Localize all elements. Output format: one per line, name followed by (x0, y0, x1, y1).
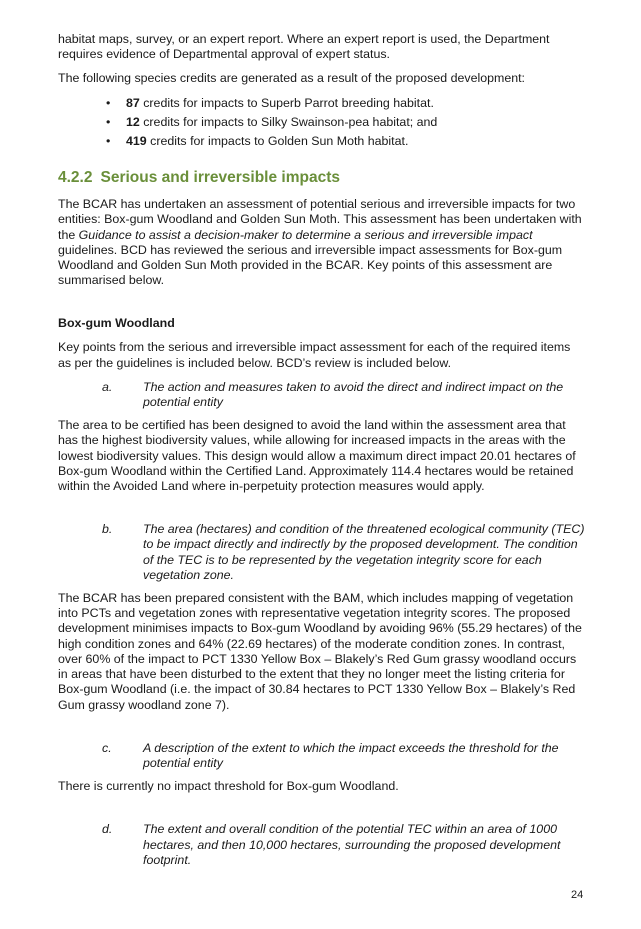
document-page (58, 32, 586, 876)
list-item: • 12 credits for impacts to Silky Swainson-pea habitat; and (106, 114, 438, 129)
bullet-icon: • (106, 134, 111, 149)
subsection-heading: Box-gum Woodland (58, 316, 175, 331)
item-b-response: The BCAR has been prepared consistent with the BAM, which includes mapping of vegetation into PCTs and vegetation zones with representative vegetation integrity scores. The proposed development minimises impacts to Box-gum Woodland by avoiding 96% (55.29 hectares) of the high condition zones and 64% (22.69 hectares) of the moderate condition zones. In contrast, over 60% of the impact to PCT 1330 Yellow Box – Blakely’s Red Gum grassy woodland occurs in areas that have been disturbed to the extent that they no longer meet the listing criteria for Box-gum Woodland (i.e. the impact of 30.84 hectares to PCT 1330 Yellow Box – Blakely’s Red Gum grassy woodland zone 7). (58, 591, 582, 712)
item-b: b. The area (hectares) and condition of the threatened ecological community (TEC) to be impact directly and indirectly by the proposed development. The condition of the TEC is to be represented by the vegetation integrity score for each vegetation zone. (102, 522, 585, 582)
credits-list (58, 96, 586, 150)
list-item: • 87 credits for impacts to Superb Parrot breeding habitat. (106, 95, 434, 110)
intro-paragraph: habitat maps, survey, or an expert report. Where an expert report is used, the Department requires evidence of Departmental approval of expert status. (58, 32, 550, 62)
item-a-response: The area to be certified has been designed to avoid the land within the assessment area that has the highest biodiversity values, while allowing for increased impacts in the areas with the lowest biodiversity values. This design would allow a maximum direct impact 20.01 hectares of Box-gum Woodland within the Certified Land. Approximately 114.4 hectares would be retained within the Avoided Land where in-perpetuity protection measures would apply. (58, 418, 576, 494)
page-number: 24 (571, 889, 584, 901)
subsection-intro: Key points from the serious and irreversible impact assessment for each of the required items as per the guidelines is included below. BCD’s review is included below. (58, 340, 571, 370)
section-heading (58, 169, 586, 187)
section-number: 4.2.2 (58, 169, 93, 187)
item-c: c. A description of the extent to which the impact exceeds the threshold for the potential entity (102, 740, 559, 770)
list-item: • 419 credits for impacts to Golden Sun Moth habitat. (106, 134, 409, 149)
credits-intro: The following species credits are generated as a result of the proposed development: (58, 71, 525, 86)
section-paragraph: The BCAR has undertaken an assessment of potential serious and irreversible impacts for two entities: Box-gum Woodland and Golden Sun Moth. This assessment has been undertaken with the Guidance to assist a decision-maker to determine a serious and irreversible impact guidelines. BCD has reviewed the serious and irreversible impact assessments for Box-gum Woodland and Golden Sun Moth provided in the BCAR. Key points of this assessment are summarised below. (58, 197, 582, 288)
item-c-response: There is currently no impact threshold for Box-gum Woodland. (58, 779, 399, 794)
bullet-icon: • (106, 114, 111, 129)
section-title: Serious and irreversible impacts (100, 169, 340, 187)
item-d: d. The extent and overall condition of the potential TEC within an area of 1000 hectares, and then 10,000 hectares, surrounding the proposed development footprint. (102, 822, 561, 867)
item-a: a. The action and measures taken to avoid the direct and indirect impact on the potential entity (102, 379, 564, 410)
bullet-icon: • (106, 95, 111, 110)
